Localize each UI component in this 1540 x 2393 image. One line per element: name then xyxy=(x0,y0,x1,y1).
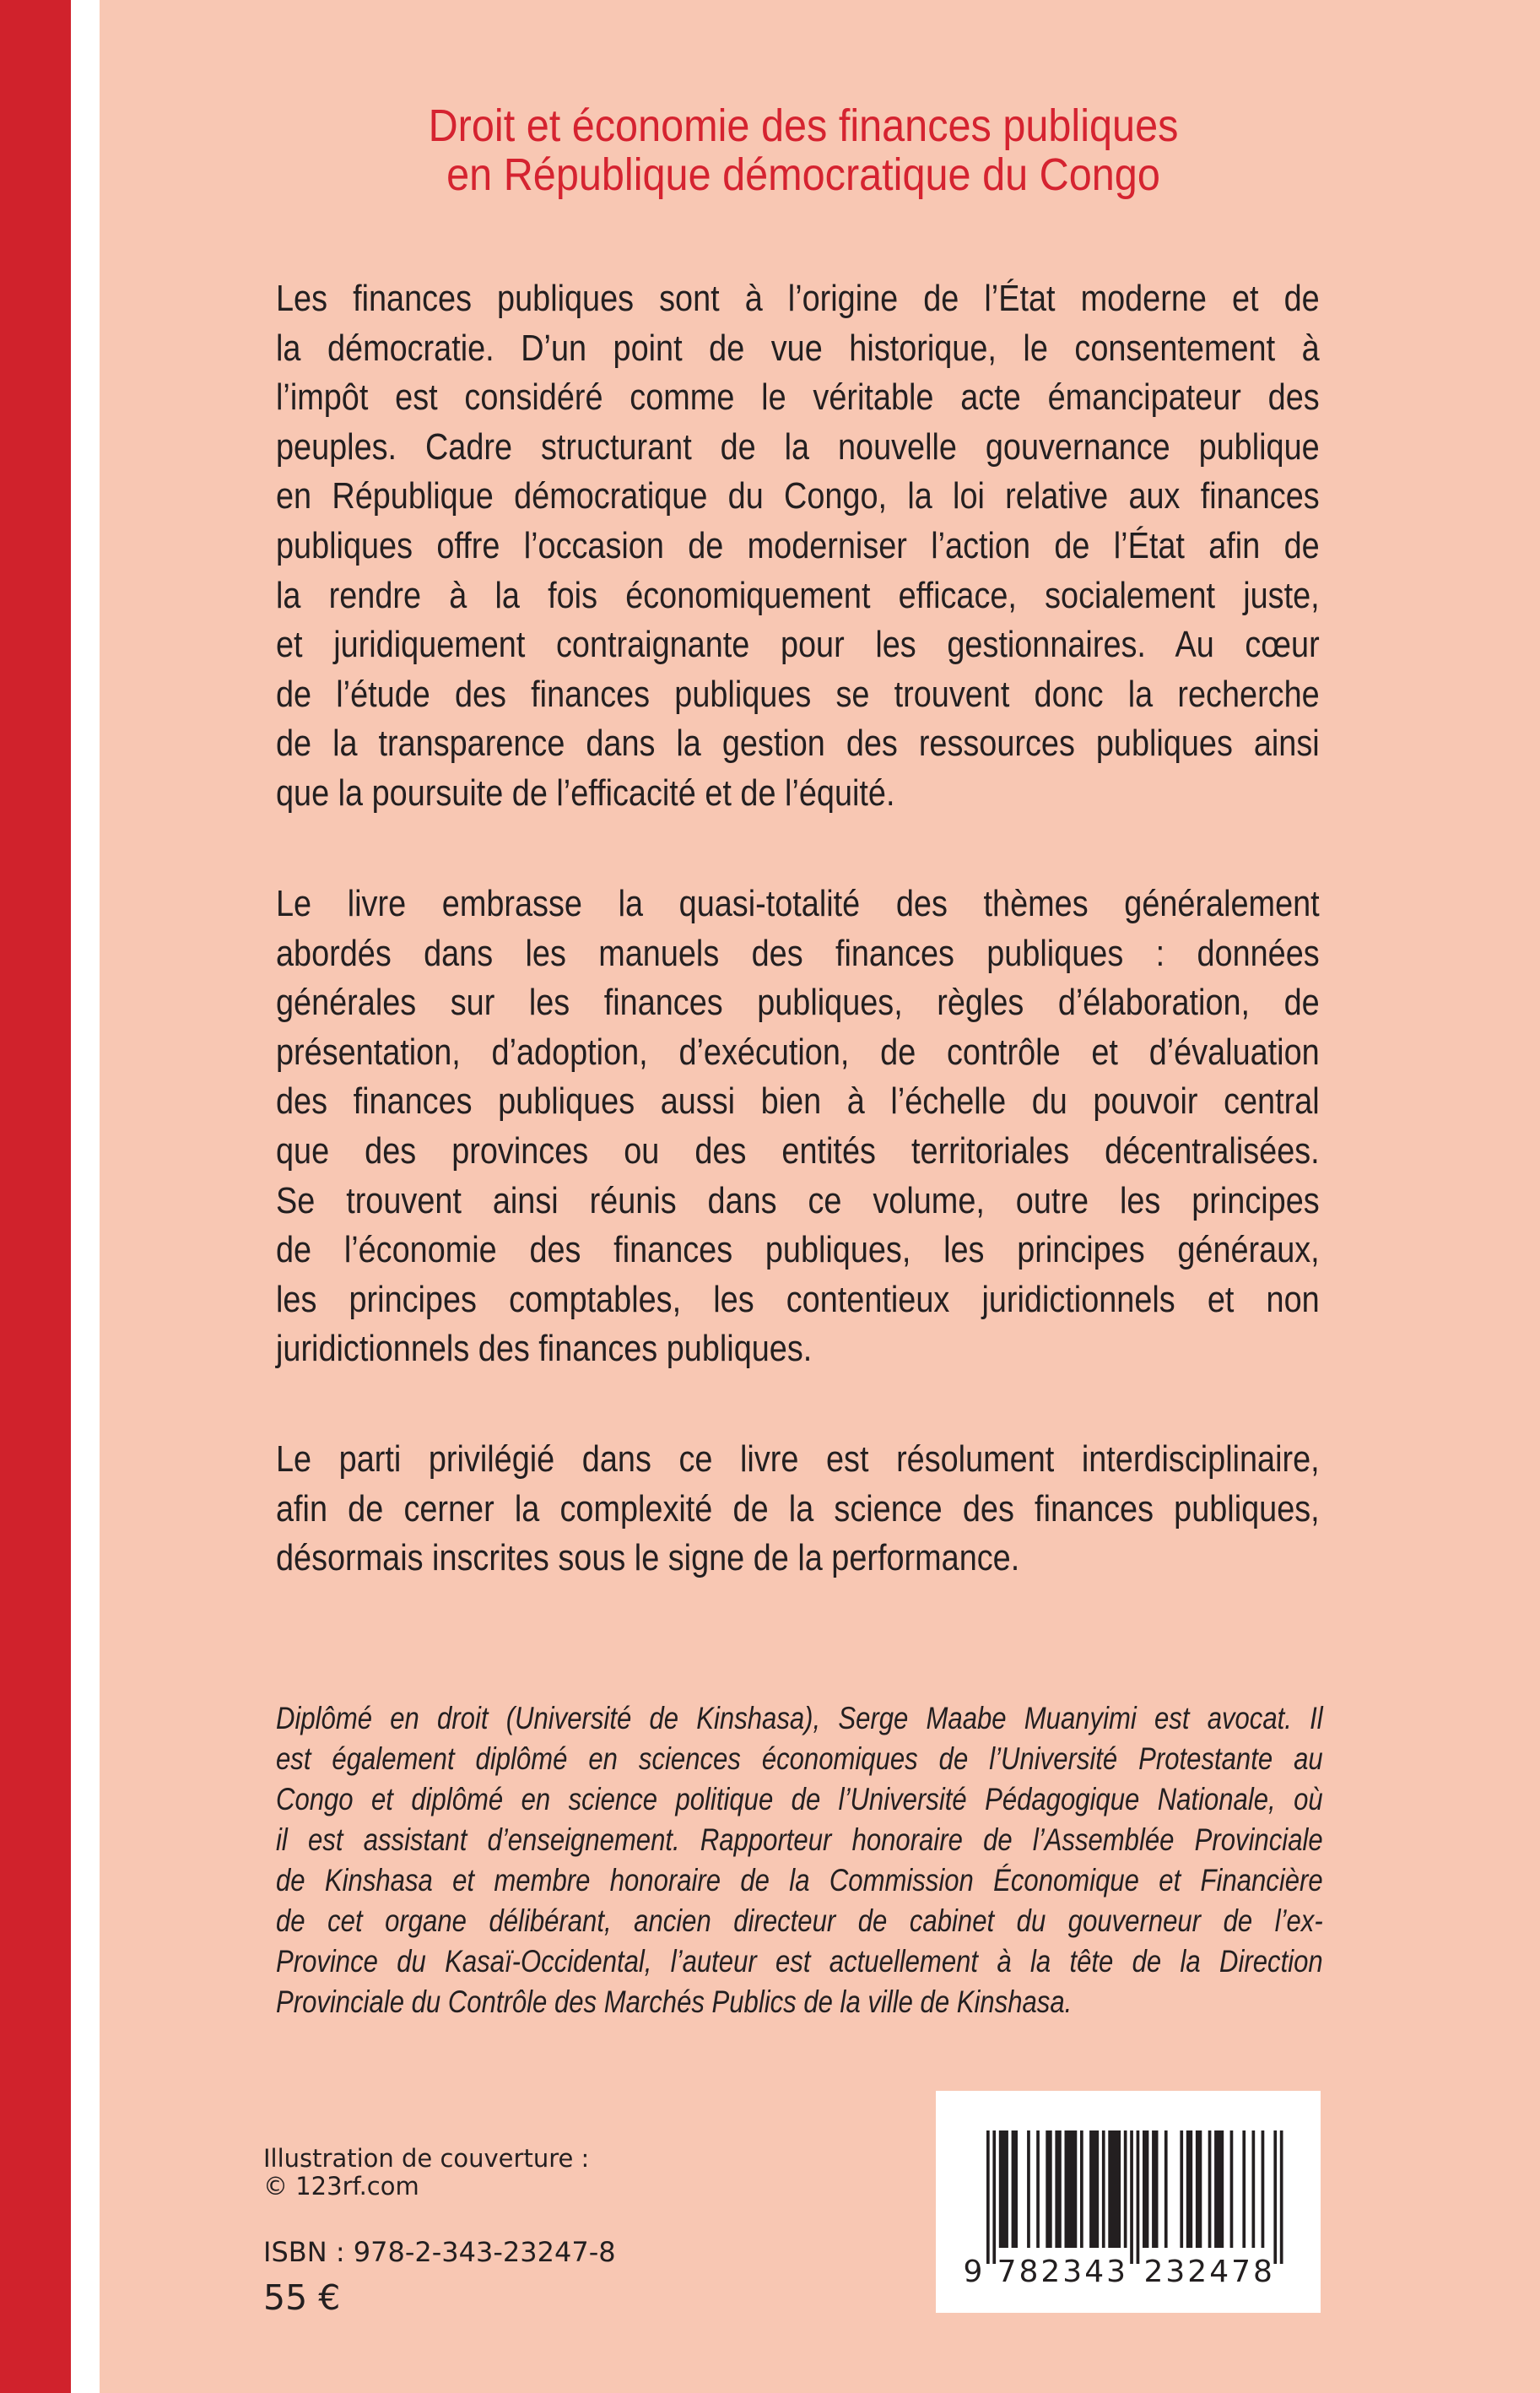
barcode-digit: 2 xyxy=(1040,2255,1061,2289)
isbn-text: ISBN : 978-2-343-23247-8 xyxy=(263,2236,616,2268)
barcode-bar xyxy=(1262,2130,1265,2248)
barcode-bar xyxy=(1027,2130,1030,2248)
illustration-credit-source: © 123rf.com xyxy=(263,2172,419,2201)
barcode-digit: 2 xyxy=(1187,2255,1208,2289)
bio-line: Congo et diplômé en science politique de l’Université Pédagogique Nationale, où xyxy=(276,1782,1323,1816)
summary-paragraph-1 xyxy=(276,274,1320,819)
title-line: Droit et économie des finances publiques xyxy=(428,100,1179,151)
text-line: la démocratie. D’un point de vue historique, le consentement à xyxy=(276,327,1320,369)
barcode-digit: 4 xyxy=(1209,2255,1229,2289)
text-line: Les finances publiques sont à l’origine de l’État moderne et de xyxy=(276,278,1320,319)
text-line: de l’étude des finances publiques se trouvent donc la recherche xyxy=(276,673,1320,715)
barcode-bar xyxy=(1164,2130,1168,2248)
barcode-digit: 9 xyxy=(963,2255,983,2289)
text-line: peuples. Cadre structurant de la nouvelle gouvernance publique xyxy=(276,425,1320,468)
bio-line: il est assistant d’enseignement. Rapporteur honoraire de l’Assemblée Provinciale xyxy=(276,1822,1323,1857)
barcode-bar xyxy=(1230,2130,1234,2248)
white-stripe xyxy=(71,0,100,2393)
barcode-digit: 4 xyxy=(1084,2255,1105,2289)
barcode-bar xyxy=(1180,2130,1183,2248)
text-line: la rendre à la fois économiquement efficace, socialement juste, xyxy=(276,574,1320,616)
author-bio xyxy=(276,1698,1323,2022)
text-line: juridictionnels des finances publiques. xyxy=(276,1328,813,1370)
barcode-bar xyxy=(1280,2130,1283,2264)
barcode-bar xyxy=(1242,2130,1246,2248)
barcode-graphic xyxy=(936,2091,1321,2313)
red-spine-band xyxy=(0,0,71,2393)
barcode-bar xyxy=(1186,2130,1192,2248)
text-line: Le parti privilégié dans ce livre est résolument interdisciplinaire, xyxy=(276,1438,1320,1480)
barcode-bar xyxy=(1196,2130,1202,2248)
barcode-digit: 7 xyxy=(997,2255,1017,2289)
text-line: en République démocratique du Congo, la loi relative aux finances xyxy=(276,475,1320,517)
barcode-bar xyxy=(1089,2130,1099,2248)
barcode-bar xyxy=(1108,2130,1121,2248)
title-line: en République démocratique du Congo xyxy=(446,149,1160,200)
bio-line: est également diplômé en sciences économiques de l’Université Protestante au xyxy=(276,1741,1323,1776)
text-line: présentation, d’adoption, d’exécution, de contrôle et d’évaluation xyxy=(276,1031,1320,1073)
text-line: l’impôt est considéré comme le véritable acte émancipateur des xyxy=(276,376,1320,419)
barcode-bar xyxy=(1130,2130,1133,2264)
bio-line: de Kinshasa et membre honoraire de la Commission Économique et Financière xyxy=(276,1863,1323,1898)
text-line: des finances publiques aussi bien à l’échelle du pouvoir central xyxy=(276,1080,1320,1123)
barcode-digit: 7 xyxy=(1231,2255,1251,2289)
text-line: que la poursuite de l’efficacité et de l’équité. xyxy=(276,771,895,814)
text-line: Le livre embrasse la quasi-totalité des thèmes généralement xyxy=(276,883,1320,924)
bio-line: Provinciale du Contrôle des Marchés Publics de la ville de Kinshasa. xyxy=(276,1984,1073,2019)
text-line: afin de cerner la complexité de la science des finances publiques, xyxy=(276,1487,1320,1529)
barcode-bar xyxy=(1080,2130,1083,2248)
barcode-digit: 8 xyxy=(1252,2255,1273,2289)
text-line: abordés dans les manuels des finances publiques : données xyxy=(276,932,1320,974)
illustration-credit-label: Illustration de couverture : xyxy=(263,2144,590,2173)
text-line: les principes comptables, les contentieux juridictionnels et non xyxy=(276,1278,1320,1320)
text-line: désormais inscrites sous le signe de la performance. xyxy=(276,1537,1020,1579)
barcode-bar xyxy=(986,2130,990,2264)
barcode-bar xyxy=(1137,2130,1140,2264)
isbn-barcode xyxy=(936,2091,1321,2313)
barcode-bar xyxy=(1065,2130,1078,2248)
barcode-bar xyxy=(1036,2130,1040,2248)
barcode-bar xyxy=(1208,2130,1212,2248)
book-title xyxy=(100,101,1507,199)
barcode-bar xyxy=(1046,2130,1051,2248)
barcode-bar xyxy=(992,2130,996,2264)
barcode-bar xyxy=(1214,2130,1224,2248)
barcode-bar xyxy=(1152,2130,1158,2248)
text-line: Se trouvent ainsi réunis dans ce volume, outre les principes xyxy=(276,1179,1320,1221)
barcode-bar xyxy=(1124,2130,1127,2248)
barcode-digit: 3 xyxy=(1165,2255,1186,2289)
barcode-bar xyxy=(999,2130,1008,2248)
barcode-digit: 3 xyxy=(1106,2255,1127,2289)
text-line: que des provinces ou des entités territoriales décentralisées. xyxy=(276,1129,1320,1172)
price-text: 55 € xyxy=(263,2277,341,2318)
barcode-digit: 8 xyxy=(1019,2255,1039,2289)
text-line: de la transparence dans la gestion des ressources publiques ainsi xyxy=(276,723,1320,765)
barcode-bar xyxy=(1102,2130,1105,2248)
summary-paragraph-2 xyxy=(276,880,1320,1374)
text-line: publiques offre l’occasion de moderniser l’action de l’État afin de xyxy=(276,524,1320,566)
text-line: de l’économie des finances publiques, les principes généraux, xyxy=(276,1229,1320,1271)
bio-line: Diplômé en droit (Université de Kinshasa), Serge Maabe Muanyimi est avocat. Il xyxy=(276,1701,1323,1735)
text-line: générales sur les finances publiques, règles d’élaboration, de xyxy=(276,982,1320,1024)
bio-line: de cet organe délibérant, ancien directeur de cabinet du gouverneur de l’ex- xyxy=(276,1903,1323,1938)
barcode-bar xyxy=(1143,2130,1148,2248)
barcode-digit: 2 xyxy=(1143,2255,1164,2289)
barcode-bar xyxy=(1252,2130,1256,2248)
summary-paragraph-3 xyxy=(276,1435,1320,1584)
barcode-bar xyxy=(1055,2130,1061,2248)
barcode-bar xyxy=(1273,2130,1277,2264)
bio-line: Province du Kasaï-Occidental, l’auteur est actuellement à la tête de la Direction xyxy=(276,1944,1323,1979)
text-line: et juridiquement contraignante pour les gestionnaires. Au cœur xyxy=(276,624,1320,666)
barcode-digit: 3 xyxy=(1062,2255,1083,2289)
barcode-bar xyxy=(1012,2130,1018,2248)
